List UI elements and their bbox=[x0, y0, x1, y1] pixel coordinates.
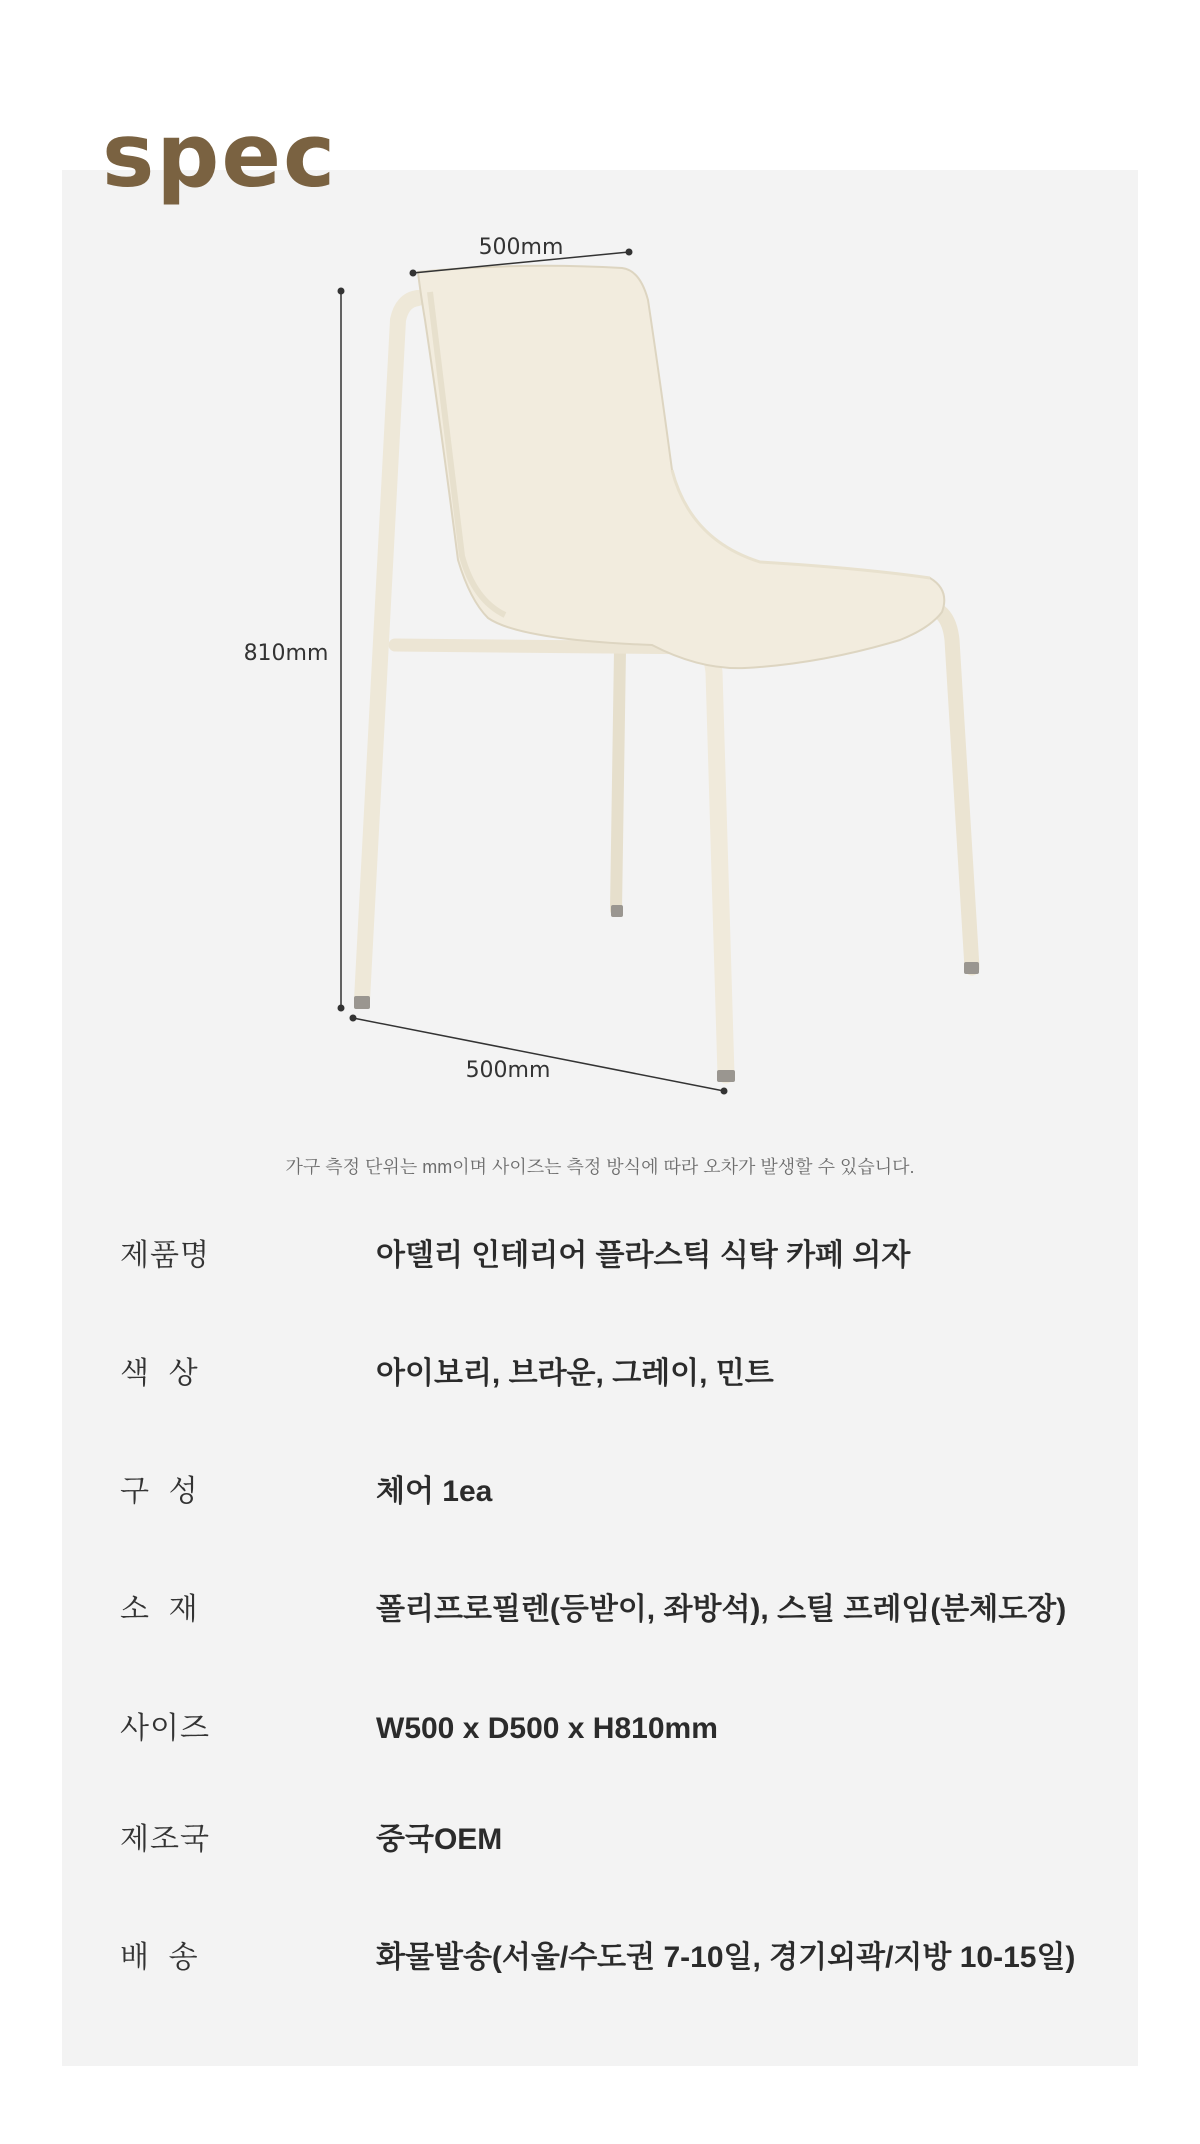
spec-label: 색 상 bbox=[120, 1357, 199, 1390]
spec-row-shipping bbox=[120, 1933, 1120, 1983]
measurement-note: 가구 측정 단위는 mm이며 사이즈는 측정 방식에 따라 오차가 발생할 수 있습니다. bbox=[285, 1157, 915, 1177]
spec-value: 체어 1ea bbox=[376, 1475, 493, 1508]
spec-row-material bbox=[120, 1585, 1120, 1635]
depth-dimension bbox=[350, 1015, 728, 1095]
depth-label: 500mm bbox=[465, 1058, 551, 1083]
spec-label: 제조국 bbox=[120, 1823, 210, 1856]
width-label: 500mm bbox=[478, 235, 564, 260]
spec-row-origin bbox=[120, 1815, 1120, 1865]
page-title: spec bbox=[102, 104, 338, 207]
spec-value: 아델리 인테리어 플라스틱 식탁 카페 의자 bbox=[376, 1239, 911, 1272]
height-label: 810mm bbox=[243, 641, 329, 666]
spec-label: 제품명 bbox=[120, 1239, 210, 1272]
spec-value: 폴리프로필렌(등받이, 좌방석), 스틸 프레임(분체도장) bbox=[376, 1593, 1067, 1626]
spec-row-color bbox=[120, 1349, 1120, 1399]
spec-value: 화물발송(서울/수도권 7-10일, 경기외곽/지방 10-15일) bbox=[376, 1941, 1076, 1974]
spec-value: W500 x D500 x H810mm bbox=[376, 1712, 718, 1745]
spec-row-composition bbox=[120, 1467, 1120, 1517]
spec-row-size bbox=[120, 1704, 1120, 1754]
spec-label: 구 성 bbox=[120, 1475, 199, 1508]
spec-label: 사이즈 bbox=[120, 1712, 210, 1745]
spec-value: 중국OEM bbox=[376, 1823, 503, 1856]
height-dimension bbox=[244, 288, 345, 1012]
spec-label: 배 송 bbox=[120, 1941, 199, 1974]
spec-label: 소 재 bbox=[120, 1593, 199, 1626]
chair-image bbox=[354, 266, 979, 1082]
spec-value: 아이보리, 브라운, 그레이, 민트 bbox=[376, 1357, 774, 1390]
spec-row-product-name bbox=[120, 1231, 1120, 1281]
